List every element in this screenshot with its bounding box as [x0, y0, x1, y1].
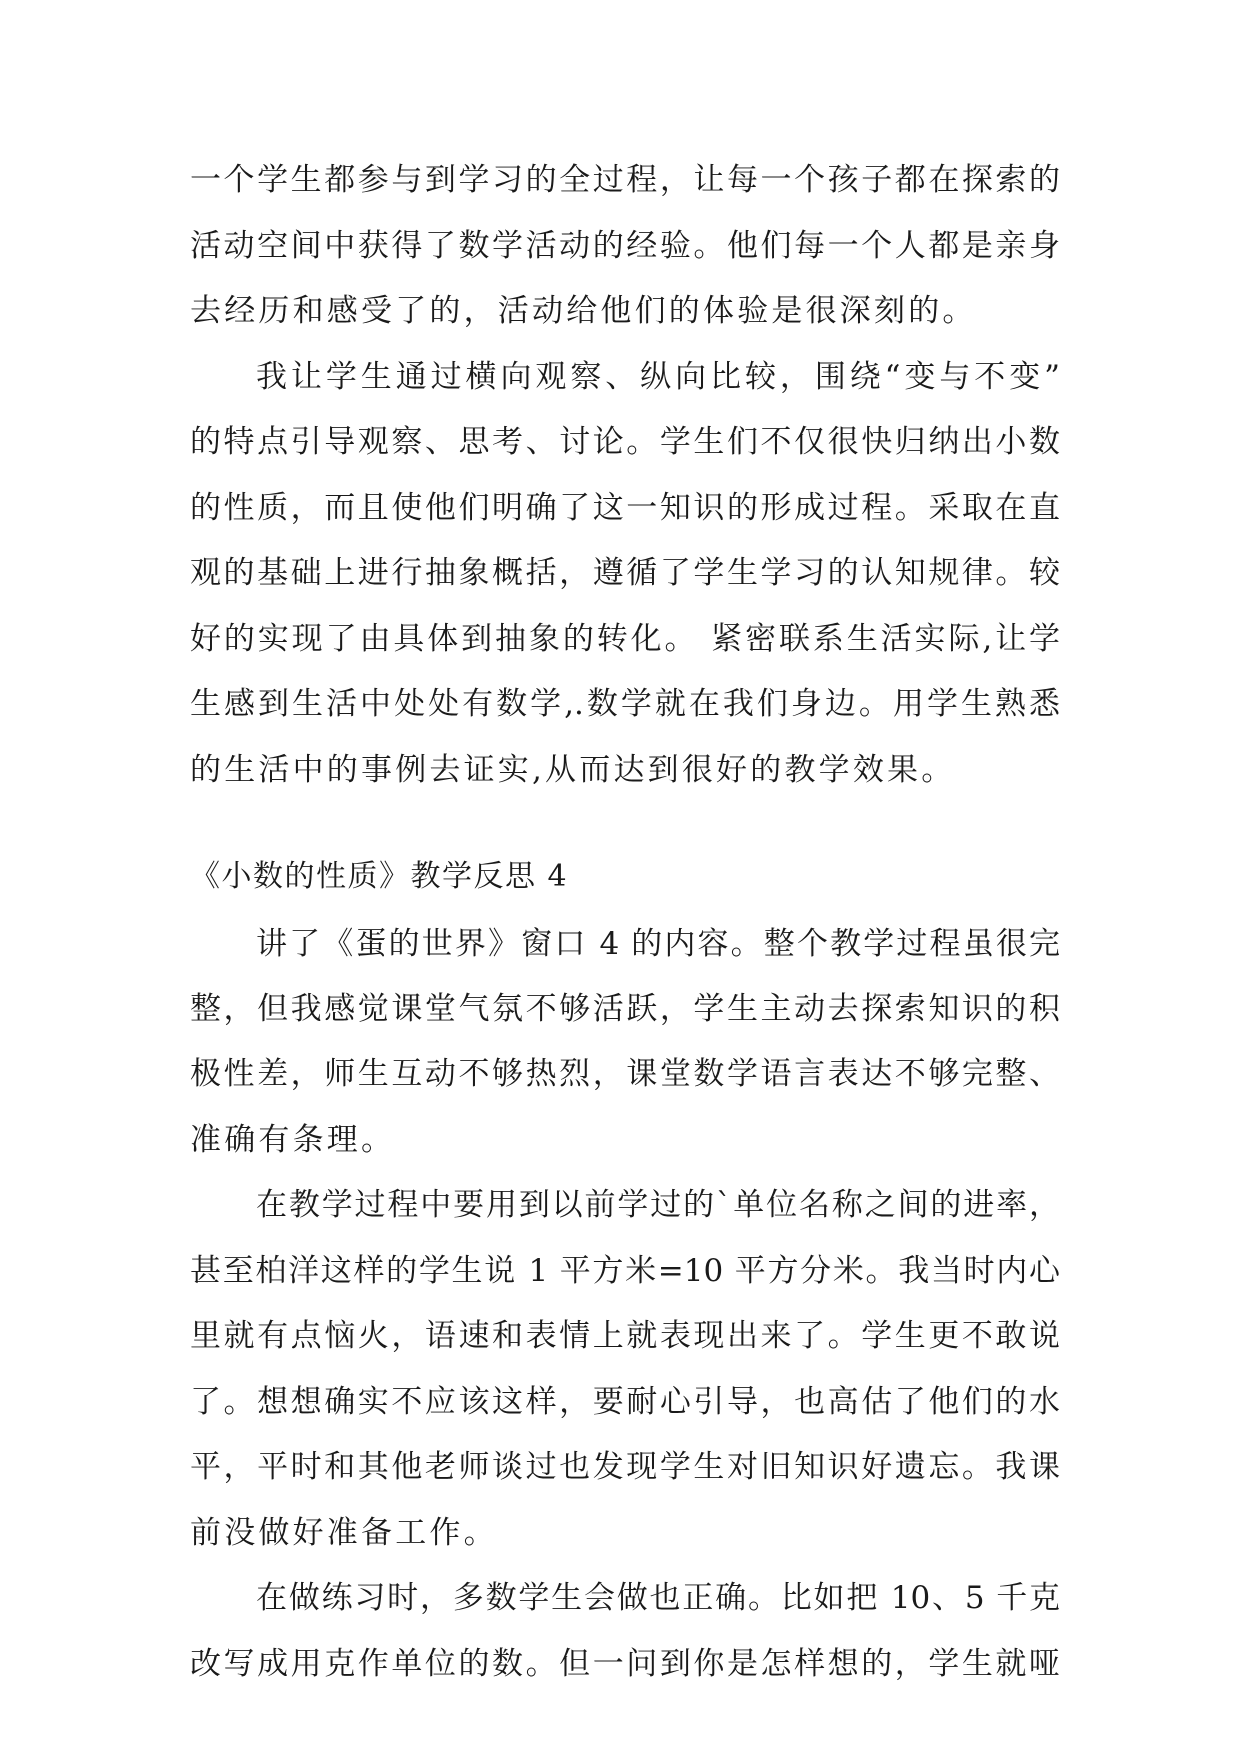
text-line: 在教学过程中要用到以前学过的`单位名称之间的进率，: [256, 1187, 1060, 1223]
text-line: 在做练习时，多数学生会做也正确。比如把 10、5 千克: [256, 1580, 1060, 1616]
text-line: 准确有条理。: [190, 1122, 396, 1158]
text-line: 我让学生通过横向观察、纵向比较，围绕“变与不变”: [256, 359, 1060, 395]
text-line: 去经历和感受了的，活动给他们的体验是很深刻的。: [190, 293, 977, 329]
text-line: 的性质，而且使他们明确了这一知识的形成过程。采取在直: [190, 490, 1060, 526]
text-line: 了。想想确实不应该这样，要耐心引导，也高估了他们的水: [190, 1384, 1060, 1420]
text-line: 一个学生都参与到学习的全过程，让每一个孩子都在探索的: [190, 162, 1060, 198]
text-line: 前没做好准备工作。: [190, 1515, 498, 1551]
text-line: 活动空间中获得了数学活动的经验。他们每一个人都是亲身: [190, 228, 1060, 264]
section-heading: 《小数的性质》教学反思 4: [190, 859, 569, 894]
text-line: 的生活中的事例去证实,从而达到很好的教学效果。: [190, 752, 956, 788]
text-line: 里就有点恼火，语速和表情上就表现出来了。学生更不敢说: [190, 1318, 1060, 1354]
text-line: 平，平时和其他老师谈过也发现学生对旧知识好遗忘。我课: [190, 1449, 1060, 1485]
text-line: 好的实现了由具体到抽象的转化。 紧密联系生活实际,让学: [190, 621, 1060, 657]
text-line: 的特点引导观察、思考、讨论。学生们不仅很快归纳出小数: [190, 424, 1060, 460]
text-line: 改写成用克作单位的数。但一问到你是怎样想的，学生就哑: [190, 1646, 1060, 1682]
text-line: 观的基础上进行抽象概括，遵循了学生学习的认知规律。较: [190, 555, 1060, 591]
text-line: 讲了《蛋的世界》窗口 4 的内容。整个教学过程虽很完: [256, 926, 1060, 962]
text-line: 整，但我感觉课堂气氛不够活跃，学生主动去探索知识的积: [190, 991, 1060, 1027]
text-line: 极性差，师生互动不够热烈，课堂数学语言表达不够完整、: [190, 1056, 1060, 1092]
text-line: 甚至柏洋这样的学生说 1 平方米=10 平方分米。我当时内心: [190, 1253, 1060, 1289]
text-line: 生感到生活中处处有数学,.数学就在我们身边。用学生熟悉: [190, 686, 1060, 722]
